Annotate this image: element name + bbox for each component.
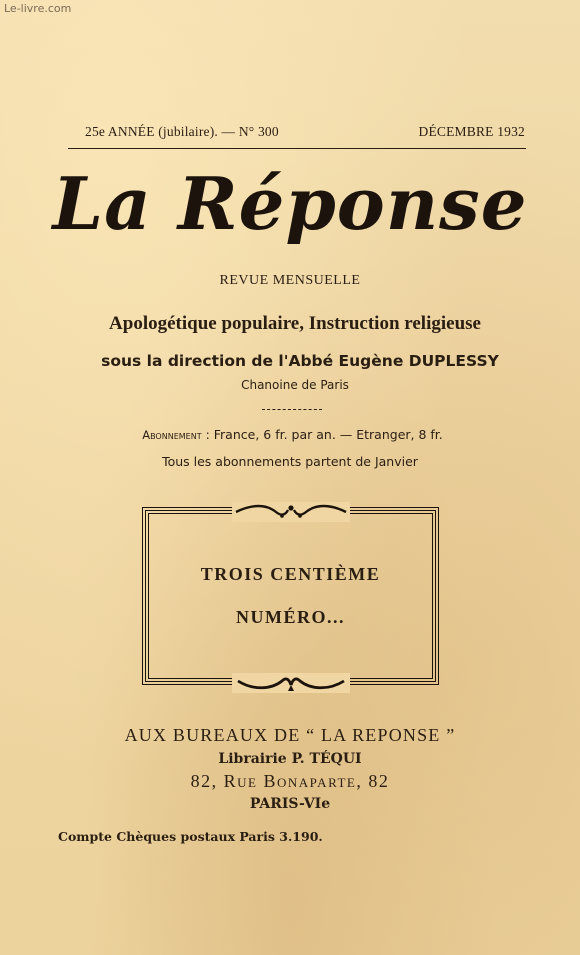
watermark: Le-livre.com (4, 2, 72, 15)
publisher-name: Librairie P. TÉQUI (218, 751, 362, 767)
magazine-title: La Réponse (52, 161, 528, 246)
scroll-ornament-icon (232, 673, 350, 693)
feature-title-line1: TROIS CENTIÈME (200, 564, 381, 584)
magazine-subtitle: REVUE MENSUELLE (219, 273, 361, 288)
header-divider (68, 148, 526, 149)
publisher-address: 82, Rue Bonaparte, 82 (190, 771, 390, 791)
short-divider (262, 409, 322, 410)
feature-box-inner (148, 513, 433, 679)
postal-account: Compte Chèques postaux Paris 3.190. (58, 829, 323, 844)
scroll-ornament-icon (232, 502, 350, 522)
issue-date: DÉCEMBRE 1932 (418, 124, 525, 139)
editor-line: sous la direction de l'Abbé Eugène DUPLESSY (101, 352, 499, 370)
subscription-prices: : France, 6 fr. par an. — Etranger, 8 fr. (201, 427, 443, 442)
publisher-city: PARIS-VIe (249, 796, 331, 812)
subscription-line (0, 427, 580, 442)
issue-number: 25e ANNÉE (jubilaire). — N° 300 (85, 124, 279, 139)
subscription-note: Tous les abonnements partent de Janvier (162, 454, 418, 469)
editor-role: Chanoine de Paris (241, 378, 349, 392)
publisher-office: AUX BUREAUX DE “ LA REPONSE ” (124, 725, 456, 745)
feature-title-line2: NUMÉRO... (236, 607, 345, 627)
subscription-label: Abonnement (142, 428, 202, 442)
magazine-tagline: Apologétique populaire, Instruction religieuse (109, 313, 481, 334)
issue-line (85, 124, 525, 140)
